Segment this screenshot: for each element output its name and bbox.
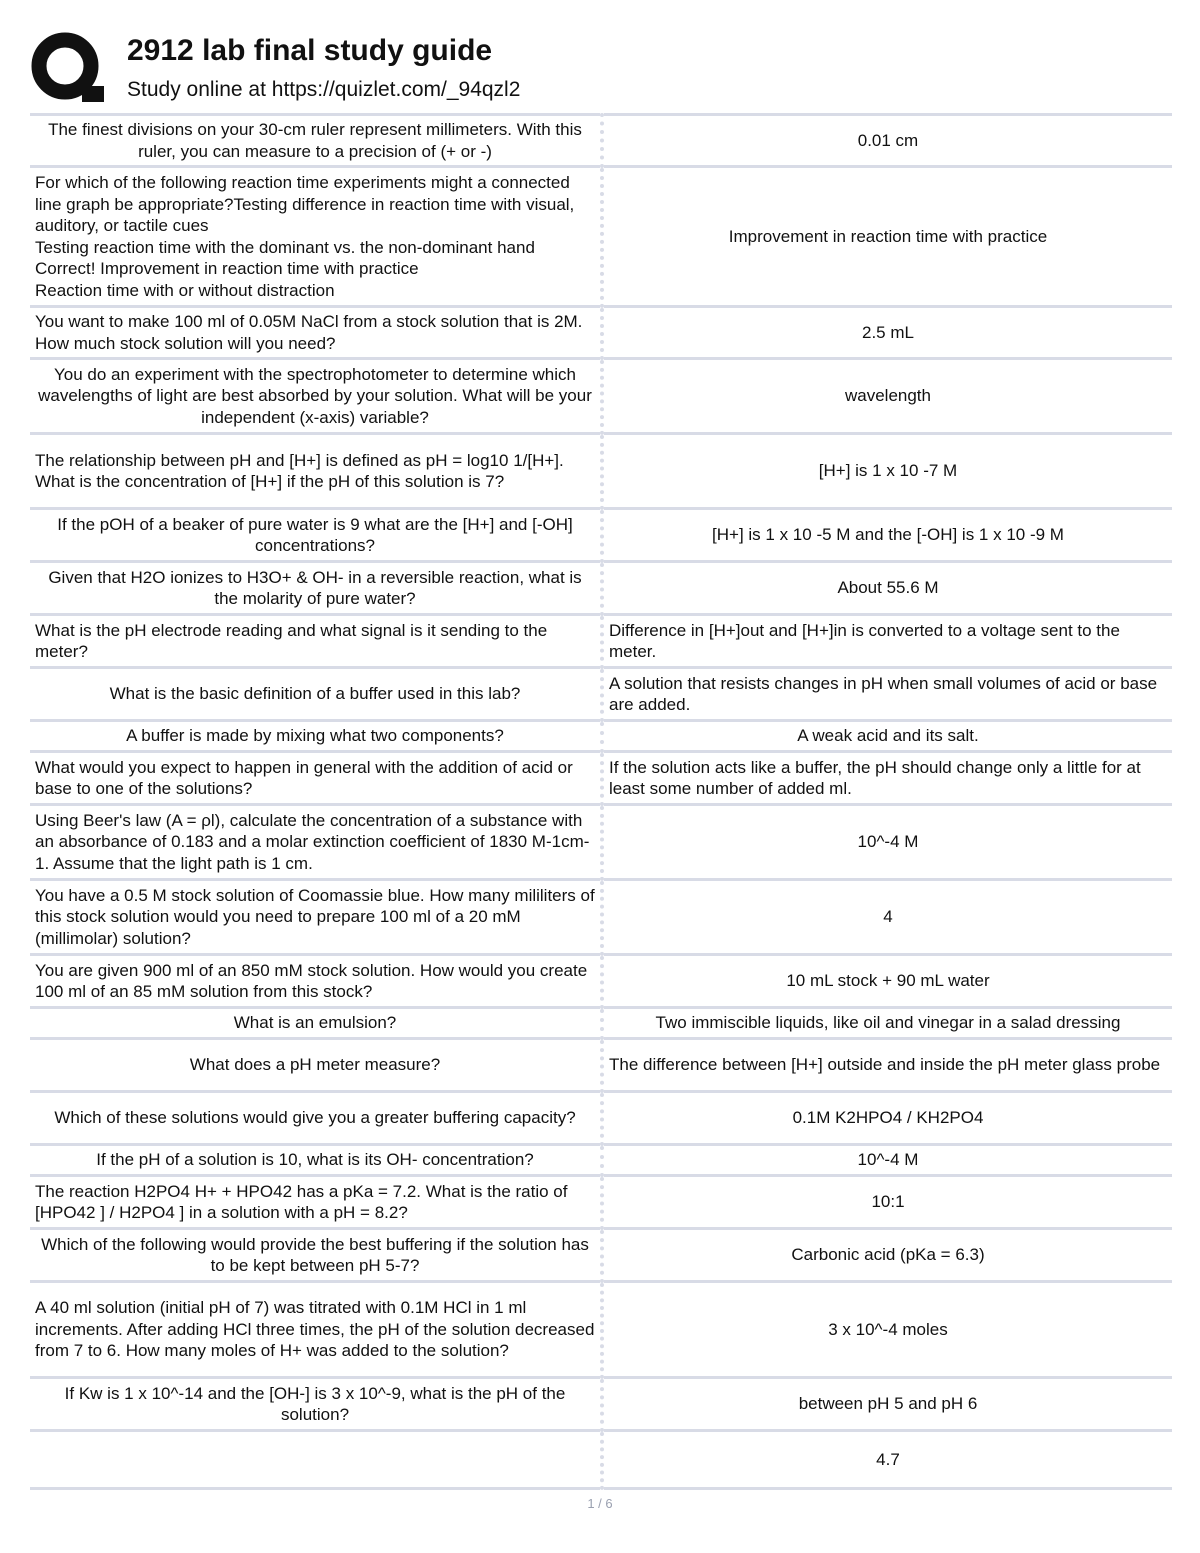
card-definition: Improvement in reaction time with practice	[602, 167, 1172, 307]
card-definition: Carbonic acid (pKa = 6.3)	[602, 1229, 1172, 1282]
card-definition: 10 mL stock + 90 mL water	[602, 955, 1172, 1008]
card-row	[30, 562, 1172, 615]
card-row	[30, 1431, 1172, 1489]
card-term: You do an experiment with the spectrophotometer to determine which wavelengths of light are best absorbed by your solution. What will be your independent (x-axis) variable?	[30, 359, 602, 434]
card-row	[30, 1092, 1172, 1145]
card-definition: 10:1	[602, 1176, 1172, 1229]
card-term: What would you expect to happen in general with the addition of acid or base to one of the solutions?	[30, 752, 602, 805]
card-definition: 4.7	[602, 1431, 1172, 1489]
card-row	[30, 167, 1172, 307]
card-definition: between pH 5 and pH 6	[602, 1378, 1172, 1431]
card-term: A buffer is made by mixing what two components?	[30, 721, 602, 752]
card-definition: About 55.6 M	[602, 562, 1172, 615]
card-row	[30, 615, 1172, 668]
card-definition: 10^-4 M	[602, 1145, 1172, 1176]
card-row	[30, 1378, 1172, 1431]
card-term: If Kw is 1 x 10^-14 and the [OH-] is 3 x 10^-9, what is the pH of the solution?	[30, 1378, 602, 1431]
card-row	[30, 359, 1172, 434]
card-term: If the pH of a solution is 10, what is its OH- concentration?	[30, 1145, 602, 1176]
card-row	[30, 880, 1172, 955]
page-header	[30, 28, 1180, 108]
card-row	[30, 509, 1172, 562]
card-definition: wavelength	[602, 359, 1172, 434]
card-term: You want to make 100 ml of 0.05M NaCl from a stock solution that is 2M. How much stock solution will you need?	[30, 307, 602, 359]
card-term: What is the basic definition of a buffer used in this lab?	[30, 668, 602, 721]
card-definition: 10^-4 M	[602, 805, 1172, 880]
card-term: Which of the following would provide the best buffering if the solution has to be kept between pH 5-7?	[30, 1229, 602, 1282]
card-term: The reaction H2PO4 H+ + HPO42 has a pKa = 7.2. What is the ratio of [HPO42 ] / H2PO4 ] in a solution with a pH = 8.2?	[30, 1176, 602, 1229]
card-term: You have a 0.5 M stock solution of Coomassie blue. How many mililiters of this stock solution would you need to prepare 100 ml of a 20 mM (millimolar) solution?	[30, 880, 602, 955]
page-title: 2912 lab final study guide	[127, 34, 493, 67]
card-definition: Two immiscible liquids, like oil and vinegar in a salad dressing	[602, 1008, 1172, 1039]
card-row	[30, 1039, 1172, 1092]
card-term: For which of the following reaction time experiments might a connected line graph be appropriate?Testing difference in reaction time with visual, auditory, or tactile cues Testing reaction time with the dominant vs. the non-dominant hand Correct! Improvement in reaction time with practice Reaction time with or without distraction	[30, 167, 602, 307]
card-definition: 3 x 10^-4 moles	[602, 1282, 1172, 1378]
card-row	[30, 1176, 1172, 1229]
card-definition: 0.01 cm	[602, 115, 1172, 167]
card-row	[30, 721, 1172, 752]
card-definition: A solution that resists changes in pH when small volumes of acid or base are added.	[602, 668, 1172, 721]
page-subtitle: Study online at https://quizlet.com/_94qzl2	[127, 78, 521, 101]
card-definition: If the solution acts like a buffer, the pH should change only a little for at least some number of added ml.	[602, 752, 1172, 805]
card-term: Which of these solutions would give you a greater buffering capacity?	[30, 1092, 602, 1145]
card-term: What is an emulsion?	[30, 1008, 602, 1039]
card-definition: 2.5 mL	[602, 307, 1172, 359]
card-term: You are given 900 ml of an 850 mM stock solution. How would you create 100 ml of an 85 mM solution from this stock?	[30, 955, 602, 1008]
card-definition: 0.1M K2HPO4 / KH2PO4	[602, 1092, 1172, 1145]
card-row	[30, 668, 1172, 721]
card-row	[30, 752, 1172, 805]
card-row	[30, 1145, 1172, 1176]
card-definition: [H+] is 1 x 10 -7 M	[602, 434, 1172, 509]
card-term: The finest divisions on your 30-cm ruler represent millimeters. With this ruler, you can measure to a precision of (+ or -)	[30, 115, 602, 167]
card-term: A 40 ml solution (initial pH of 7) was titrated with 0.1M HCl in 1 ml increments. After adding HCl three times, the pH of the solution decreased from 7 to 6. How many moles of H+ was added to the solution?	[30, 1282, 602, 1378]
card-definition: The difference between [H+] outside and inside the pH meter glass probe	[602, 1039, 1172, 1092]
card-term: What does a pH meter measure?	[30, 1039, 602, 1092]
page-number: 1 / 6	[587, 1496, 613, 1511]
card-definition: A weak acid and its salt.	[602, 721, 1172, 752]
card-term: What is the pH electrode reading and what signal is it sending to the meter?	[30, 615, 602, 668]
card-definition: 4	[602, 880, 1172, 955]
card-term: Given that H2O ionizes to H3O+ & OH- in a reversible reaction, what is the molarity of pure water?	[30, 562, 602, 615]
card-row	[30, 1008, 1172, 1039]
card-row	[30, 307, 1172, 359]
card-row	[30, 434, 1172, 509]
card-row	[30, 1282, 1172, 1378]
card-row	[30, 1229, 1172, 1282]
card-definition: Difference in [H+]out and [H+]in is converted to a voltage sent to the meter.	[602, 615, 1172, 668]
quizlet-q-logo-icon	[30, 30, 106, 106]
card-term: The relationship between pH and [H+] is defined as pH = log10 1/[H+]. What is the concentration of [H+] if the pH of this solution is 7?	[30, 434, 602, 509]
card-term: If the pOH of a beaker of pure water is 9 what are the [H+] and [-OH] concentrations?	[30, 509, 602, 562]
card-row	[30, 805, 1172, 880]
card-term	[30, 1431, 602, 1489]
card-row	[30, 955, 1172, 1008]
card-row	[30, 115, 1172, 167]
flashcard-table	[30, 113, 1172, 1490]
card-definition: [H+] is 1 x 10 -5 M and the [-OH] is 1 x 10 -9 M	[602, 509, 1172, 562]
card-term: Using Beer's law (A = ρl), calculate the concentration of a substance with an absorbance of 0.183 and a molar extinction coefficient of 1830 M-1cm-1. Assume that the light path is 1 cm.	[30, 805, 602, 880]
